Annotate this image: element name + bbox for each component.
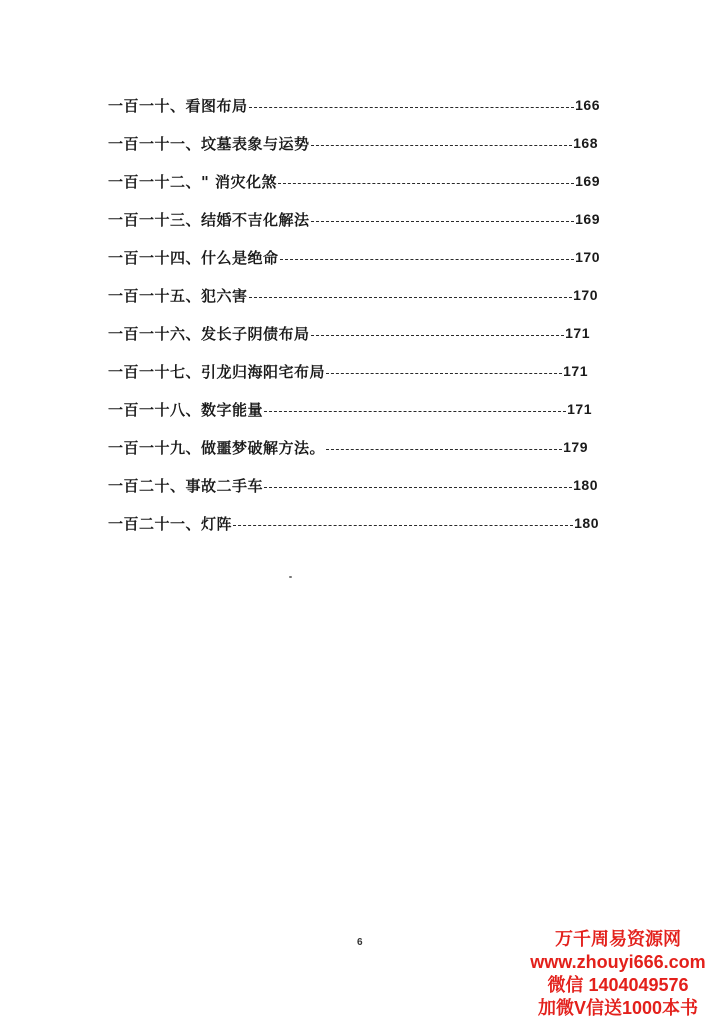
toc-entry-page: 180	[574, 515, 599, 531]
toc-entry	[108, 168, 600, 194]
toc-entry-title: 一百一十八、数字能量	[108, 400, 264, 419]
toc-entry	[108, 130, 598, 156]
toc-dot-leader	[249, 297, 573, 298]
watermark-wechat: 微信 1404049576	[547, 975, 689, 995]
toc-entry	[108, 206, 600, 232]
toc-entry	[108, 320, 590, 346]
toc-dot-leader	[311, 221, 575, 222]
toc-entry-page: 179	[563, 439, 588, 455]
toc-dot-leader	[280, 259, 575, 260]
toc-dot-leader	[264, 487, 572, 488]
toc-entry-title: 一百一十六、发长子阴债布局	[108, 324, 310, 343]
scan-speck	[289, 576, 292, 578]
toc-entry-title: 一百一十九、做噩梦破解方法。	[108, 438, 326, 457]
toc-entry	[108, 244, 600, 270]
toc-entry-title: 一百一十一、坟墓表象与运势	[108, 134, 310, 153]
toc-dot-leader	[264, 411, 566, 412]
toc-entry	[108, 396, 592, 422]
toc-dot-leader	[233, 525, 573, 526]
toc-entry	[108, 434, 588, 460]
toc-entry-page: 171	[563, 363, 588, 379]
toc-entry-page: 180	[573, 477, 598, 493]
toc-entry-page: 171	[565, 325, 590, 341]
toc-dot-leader	[249, 107, 575, 108]
toc-entry-title: 一百二十一、灯阵	[108, 514, 233, 533]
toc-dot-leader	[326, 373, 562, 374]
toc-entry-title: 一百二十、事故二手车	[108, 476, 264, 495]
toc-entry-page: 170	[573, 287, 598, 303]
toc-entry	[108, 92, 600, 118]
toc-entry-title: 一百一十四、什么是绝命	[108, 248, 279, 267]
toc-dot-leader	[326, 449, 562, 450]
toc-entry-page: 169	[575, 211, 600, 227]
watermark-site-name: 万千周易资源网	[555, 929, 681, 949]
toc-entry	[108, 282, 598, 308]
page-number: 6	[357, 937, 363, 948]
toc-dot-leader	[311, 145, 573, 146]
watermark-promo: 加微V信送1000本书	[537, 998, 699, 1018]
toc-entry-page: 166	[575, 97, 600, 113]
toc-entry-title: 一百一十五、犯六害	[108, 286, 248, 305]
toc-entry-page: 171	[567, 401, 592, 417]
toc-entry-title: 一百一十二、" 消灾化煞	[108, 172, 278, 191]
toc-entry-page: 168	[573, 135, 598, 151]
toc-entry-title: 一百一十三、结婚不吉化解法	[108, 210, 310, 229]
toc-entry-page: 169	[575, 173, 600, 189]
toc-dot-leader	[311, 335, 565, 336]
toc-entry	[108, 358, 588, 384]
toc-dot-leader	[278, 183, 574, 184]
toc-entry	[108, 510, 599, 536]
watermark	[518, 928, 718, 1020]
toc-entry	[108, 472, 598, 498]
toc-entry-title: 一百一十七、引龙归海阳宅布局	[108, 362, 326, 381]
toc-entry-page: 170	[575, 249, 600, 265]
toc-entry-title: 一百一十、看图布局	[108, 96, 248, 115]
watermark-url: www.zhouyi666.com	[530, 952, 706, 972]
